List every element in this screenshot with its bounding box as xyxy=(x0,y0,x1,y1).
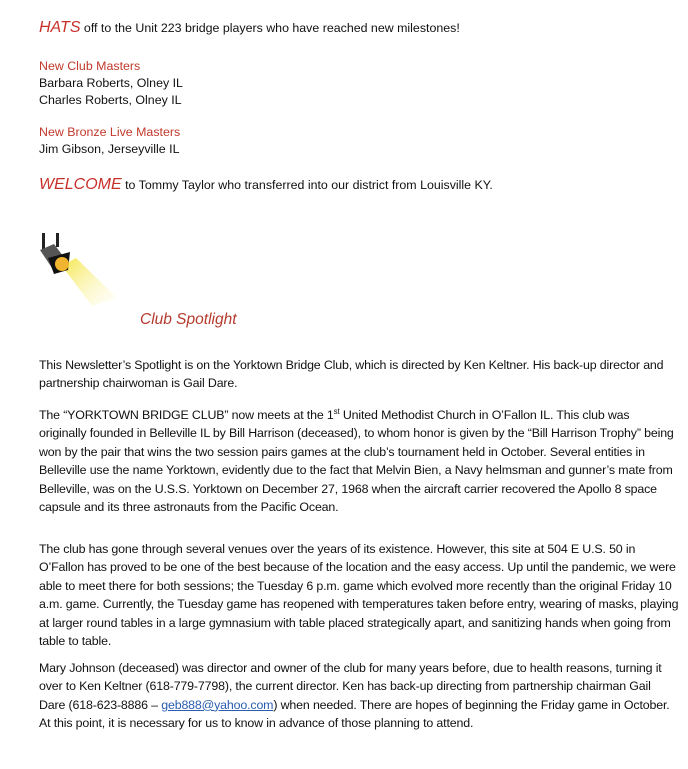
member-name: Charles Roberts, Olney IL xyxy=(39,93,182,107)
email-link[interactable]: geb888@yahoo.com xyxy=(161,697,274,712)
member-name: Barbara Roberts, Olney IL xyxy=(39,76,183,90)
member-name: Jim Gibson, Jerseyville IL xyxy=(39,142,180,156)
section-heading: New Club Masters xyxy=(39,59,141,73)
hats-text: off to the Unit 223 bridge players who have reached new milestones! xyxy=(80,21,460,35)
spotlight-icon xyxy=(32,228,122,308)
paragraph-directors xyxy=(39,659,679,733)
welcome-lead: WELCOME xyxy=(39,176,122,193)
paragraph-history xyxy=(39,406,679,516)
paragraph-intro: This Newsletter’s Spotlight is on the Yorktown Bridge Club, which is directed by Ken Keltner. His back-up director and partnership chairwoman is Gail Dare. xyxy=(39,358,664,391)
bronze-masters-section xyxy=(39,124,180,158)
welcome-announcement xyxy=(39,176,493,194)
hats-announcement xyxy=(39,19,460,37)
section-heading: New Bronze Live Masters xyxy=(39,125,181,139)
directors-text-cont: ) when needed. There are hopes of beginning the Friday game in October. At this point, it is necessary for us to know in advance of those planning to attend. xyxy=(39,697,670,731)
directors-text: Mary Johnson (deceased) was director and owner of the club for many years before, due to health reasons, turning it over to Ken Keltner (618-779-7798), the current director. Ken has back-up directing from partnership chairman Gail Dare (618-623-8886 – xyxy=(39,661,662,712)
history-text-cont: United Methodist Church in O’Fallon IL. This club was originally founded in Belleville IL by Bill Harrison (deceased), to whom honor is given by the “Bill Harrison Trophy” being won by the pair that wins the two session pairs games at the club’s tournament held in October. Several entities in Belleville use the name Yorktown, evidently due to the fact that Melvin Bien, a Navy helmsman and gunner’s mate from Belleville, was on the U.S.S. Yorktown on December 27, 1968 when the aircraft carrier recovered the Apollo 8 space capsule and its three astronauts from the Pacific Ocean. xyxy=(39,408,674,515)
hats-lead: HATS xyxy=(39,19,81,36)
spotlight-title: Club Spotlight xyxy=(140,311,237,328)
ordinal-suffix: st xyxy=(333,406,340,416)
club-masters-section xyxy=(39,58,183,109)
paragraph-venues: The club has gone through several venues over the years of its existence. However, this site at 504 E U.S. 50 in O’Fallon has proved to be one of the best because of the location and the easy access. Up until the pandemic, we were able to meet there for both sessions; the Tuesday 6 p.m. game which evolved more recently than the original Friday 10 a.m. game. Currently, the Tuesday game has reopened with temperatures taken before entry, wearing of masks, playing at larger round tables in a large gymnasium with table placed strategically apart, and sanitizing hands when going from table to table. xyxy=(39,542,679,649)
light-beam xyxy=(62,258,117,306)
history-text: The “YORKTOWN BRIDGE CLUB” now meets at the 1 xyxy=(39,408,334,422)
welcome-text: to Tommy Taylor who transferred into our district from Louisville KY. xyxy=(121,178,493,192)
